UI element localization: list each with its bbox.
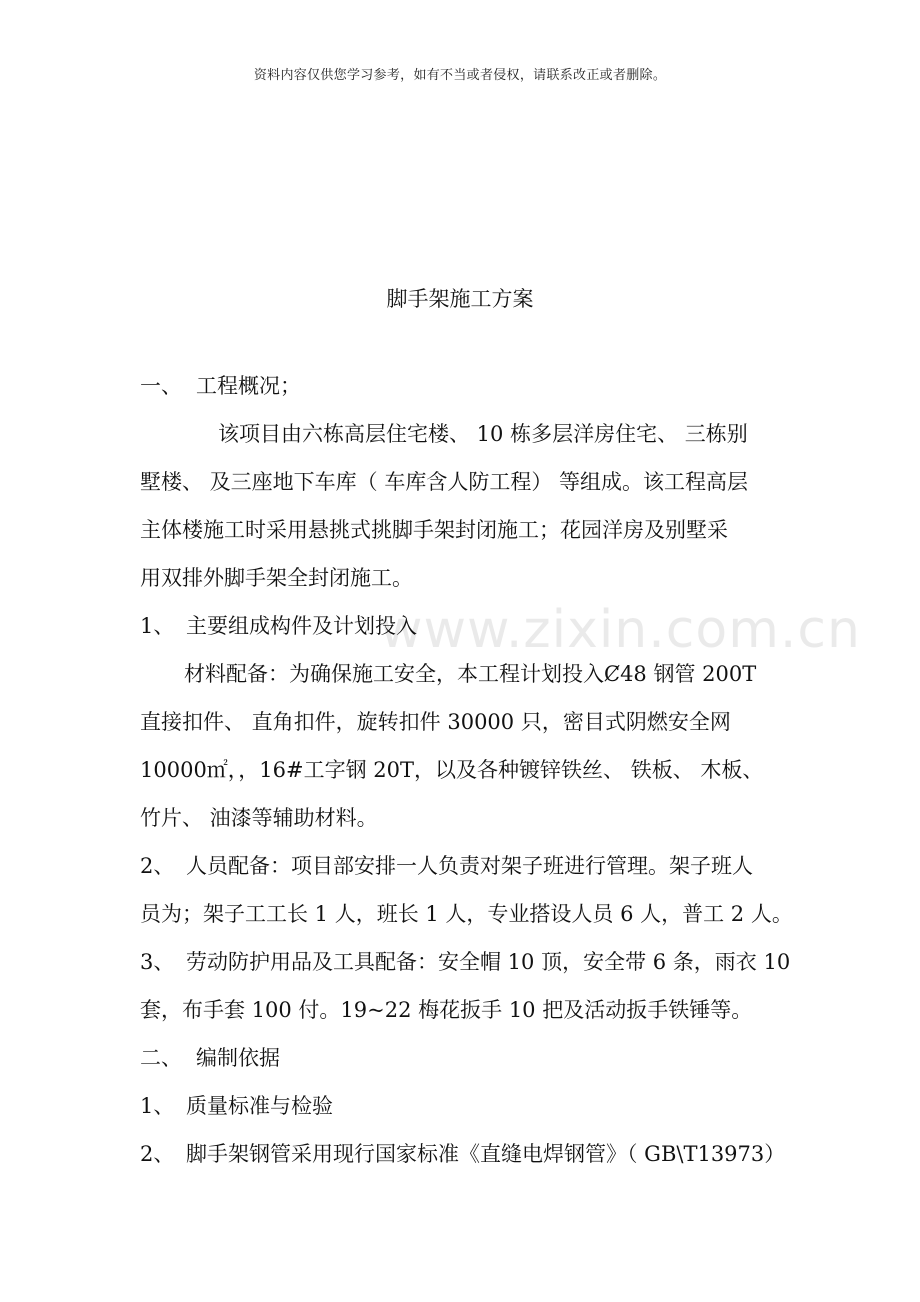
section-heading-2 [140,1034,800,1082]
paragraph-line: 该项目由六栋高层住宅楼、 10 栋多层洋房住宅、 三栋别 [218,422,748,446]
paragraph-line: 材料配备：为确保施工安全，本工程计划投入Ȼ48 钢管 200T [184,662,757,686]
item-number: 1、 [140,1094,175,1118]
paragraph-line: 墅楼、 及三座地下车库（ 车库含人防工程） 等组成。该工程高层 [140,470,749,494]
page-title: 脚手架施工方案 [386,287,534,311]
item-text: 劳动防护用品及工具配备：安全帽 10 顶，安全带 6 条，雨衣 10 [186,950,791,974]
paragraph-line: 员为；架子工工长 1 人，班长 1 人，专业搭设人员 6 人，普工 2 人。 [140,902,793,926]
section-heading-text: 工程概况； [196,374,301,398]
paragraph-line: 竹片、 油漆等辅助材料。 [140,806,378,830]
section-number: 一、 [140,374,182,398]
disclaimer-text: 资料内容仅供您学习参考，如有不当或者侵权，请联系改正或者删除。 [253,68,667,83]
list-item-3 [140,938,800,986]
paragraph-line: 直接扣件、 直角扣件，旋转扣件 30000 只，密目式阴燃安全网 [140,710,731,734]
paragraph-line: 用双排外脚手架全封闭施工。 [140,566,413,590]
item-text: 人员配备：项目部安排一人负责对架子班进行管理。架子班人 [186,854,753,878]
item-number: 3、 [140,950,175,974]
section-number: 二、 [140,1046,182,1070]
item-number: 2、 [140,1142,175,1166]
section-heading-1 [140,362,800,410]
list-item-2 [140,1130,800,1178]
item-number: 2、 [140,854,175,878]
item-text: 主要组成构件及计划投入 [186,614,417,638]
list-item-1 [140,1082,800,1130]
list-item-1 [140,602,800,650]
paragraph-line: 10000㎡，，16#工字钢 20T，以及各种镀锌铁丝、 铁板、 木板、 [140,758,764,782]
document-body [140,362,800,1178]
item-number: 1、 [140,614,175,638]
item-text: 质量标准与检验 [186,1094,333,1118]
paragraph-line: 主体楼施工时采用悬挑式挑脚手架封闭施工；花园洋房及别墅采 [140,518,728,542]
section-heading-text: 编制依据 [196,1046,280,1070]
item-text: 脚手架钢管采用现行国家标准《直缝电焊钢管》（ GB\T13973） [186,1142,786,1166]
list-item-2 [140,842,800,890]
paragraph-line: 套，布手套 100 付。19~22 梅花扳手 10 把及活动扳手铁锤等。 [140,998,753,1022]
watermark-text: www.zixin.com.cn [380,600,861,660]
